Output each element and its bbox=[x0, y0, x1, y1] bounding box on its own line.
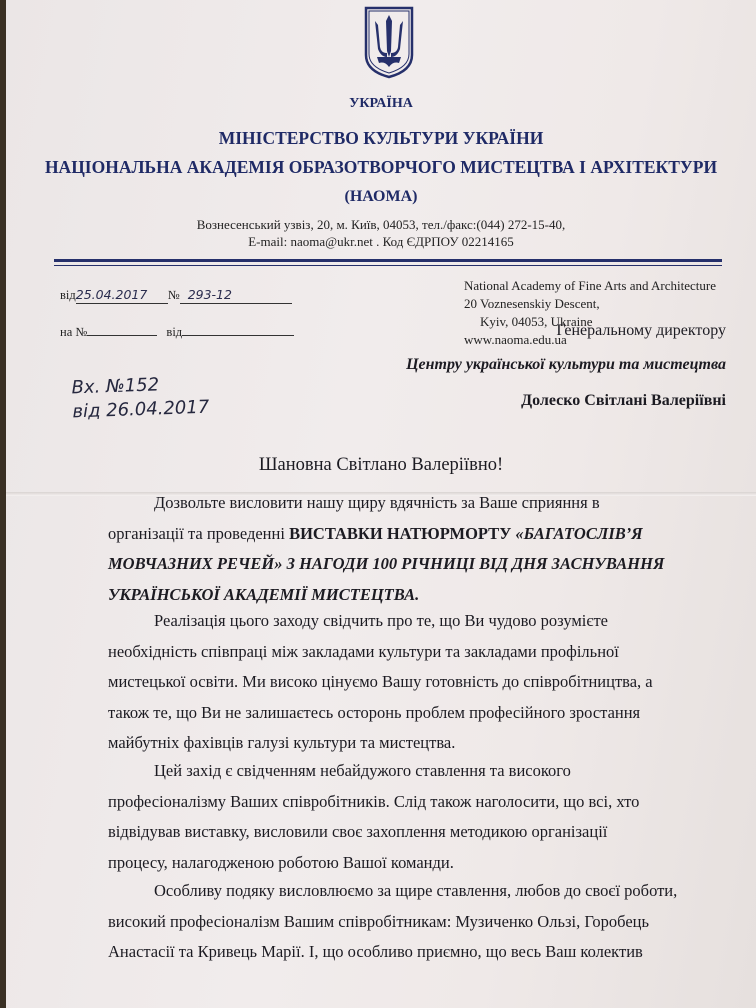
letter-sheet bbox=[6, 0, 756, 1008]
paragraph-4-line: Особливу подяку висловлюємо за щире ставлення, любов до своєї роботи, bbox=[154, 881, 678, 900]
paragraph-1-line: Дозвольте висловити нашу щиру вдячність за Ваше сприяння в bbox=[154, 493, 600, 512]
trident-coat-of-arms-icon bbox=[363, 5, 415, 79]
handwritten-date: 25.04.2017 bbox=[75, 287, 148, 302]
paragraph-1-line bbox=[108, 519, 720, 550]
paragraph-3 bbox=[108, 756, 720, 878]
recipient-position: Генеральному директору bbox=[556, 322, 726, 339]
handwritten-number: 293-12 bbox=[187, 287, 232, 302]
header-ministry: МІНІСТЕРСТВО КУЛЬТУРИ УКРАЇНИ bbox=[218, 128, 544, 148]
header-address-line1: Вознесенський узвіз, 20, м. Київ, 04053, тел./факс:(044) 272-15-40, bbox=[196, 217, 566, 232]
incoming-handwritten-note bbox=[71, 372, 209, 425]
paragraph-2 bbox=[108, 606, 720, 759]
header-country: УКРАЇНА bbox=[349, 96, 413, 111]
header-abbreviation: (НАОМА) bbox=[344, 188, 418, 205]
paragraph-2-line: необхідність співпраці між закладами культури та закладами профільної bbox=[108, 641, 619, 661]
exhibition-name-bold-italic: «БАГАТОСЛІВ’Я bbox=[515, 523, 643, 543]
paragraph-1 bbox=[108, 488, 720, 610]
paragraph-1-line: УКРАЇНСЬКОЇ АКАДЕМІЇ МИСТЕЦТВА. bbox=[108, 584, 420, 604]
outgoing-registration bbox=[60, 287, 292, 304]
paragraph-3-line: професіоналізму Ваших співробітників. Слід також наголосити, що всі, хто bbox=[108, 791, 640, 811]
header-academy: НАЦІОНАЛЬНА АКАДЕМІЯ ОБРАЗОТВОРЧОГО МИСТЕЦТВА І АРХІТЕКТУРИ bbox=[44, 157, 718, 177]
paragraph-2-line: також те, що Ви не залишаєтесь осторонь проблем професійного зростання bbox=[108, 702, 641, 722]
english-address-line3: Kyiv, 04053, Ukraine bbox=[480, 314, 593, 329]
header-address-line2: E-mail: naoma@ukr.net . Код ЄДРПОУ 02214165 bbox=[248, 234, 514, 249]
incoming-number: Вх. №152 bbox=[71, 374, 160, 399]
from-label: від bbox=[60, 288, 76, 302]
number-label: № bbox=[167, 288, 180, 302]
paragraph-3-line: відвідував виставку, висловили своє захоплення методикою організації bbox=[108, 822, 608, 841]
paragraph-2-line: майбутніх фахівців галузі культури та мистецтва. bbox=[108, 733, 456, 752]
incoming-date: від 26.04.2017 bbox=[72, 396, 210, 423]
recipient-organization: Центру української культури та мистецтва bbox=[406, 356, 726, 373]
paragraph-3-line: процесу, налагодженою роботою Вашої команди. bbox=[108, 852, 454, 872]
exhibition-title-bold: ВИСТАВКИ НАТЮРМОРТУ bbox=[289, 523, 516, 543]
header-rule-thick bbox=[54, 259, 722, 262]
paragraph-4-line: Анастасії та Кривець Марії. І, що особливо приємно, що весь Ваш колектив bbox=[108, 942, 643, 961]
paragraph-1-line: МОВЧАЗНИХ РЕЧЕЙ» З НАГОДИ 100 РІЧНИЦІ ВІД ДНЯ ЗАСНУВАННЯ bbox=[108, 554, 665, 573]
english-address-line1: National Academy of Fine Arts and Architecture bbox=[464, 278, 716, 293]
paragraph-2-line: Реалізація цього заходу свідчить про те, що Ви чудово розумієте bbox=[154, 611, 608, 630]
english-address-line2: 20 Voznesenskiy Descent, bbox=[464, 296, 600, 311]
header-rule-thin bbox=[54, 265, 722, 266]
paragraph-3-line: Цей захід є свідченням небайдужого ставлення та високого bbox=[154, 761, 571, 780]
paragraph-1-text: організації та проведенні bbox=[108, 523, 290, 543]
reply-to-registration bbox=[60, 325, 294, 340]
reply-number-label: на № bbox=[60, 325, 88, 339]
recipient-name: Долеско Світлані Валеріївні bbox=[521, 392, 726, 409]
paragraph-4-line: високий професіоналізм Вашим співробітникам: Музиченко Ользі, Горобець bbox=[108, 911, 650, 931]
salutation: Шановна Світлано Валеріївно! bbox=[258, 455, 504, 475]
paragraph-4 bbox=[108, 876, 720, 968]
paragraph-2-line: мистецької освіти. Ми високо цінуємо Вашу готовність до співробітництва, а bbox=[108, 672, 653, 691]
reply-date-label: від bbox=[166, 325, 183, 339]
english-address-line4: www.naoma.edu.ua bbox=[464, 332, 567, 347]
